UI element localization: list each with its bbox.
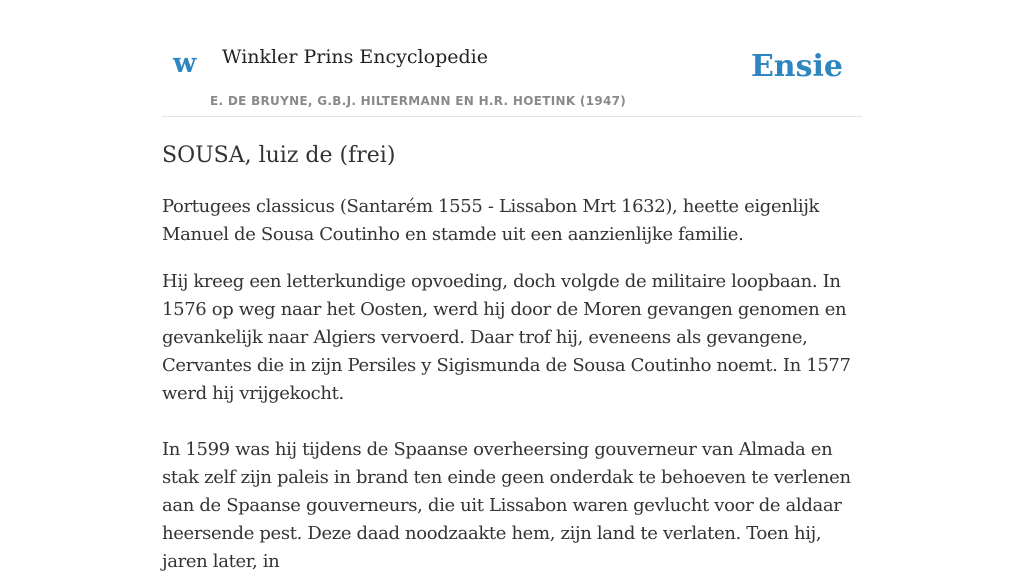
- entry-title: SOUSA, luiz de (frei): [162, 143, 396, 168]
- winkler-prins-logo-icon[interactable]: w: [173, 48, 197, 79]
- source-title[interactable]: Winkler Prins Encyclopedie: [222, 46, 488, 68]
- article-paragraph: In 1599 was hij tijdens de Spaanse overheersing gouverneur van Almada en stak zelf zijn paleis in brand ten einde geen onderdak te behoeven te verlenen aan de Spaanse gouverneurs, die uit Lissabon waren gevlucht voor de aldaar heersende pest. Deze daad noodzaakte hem, zijn land te verlaten. Toen hij, jaren later, in: [162, 439, 851, 572]
- source-authors: E. DE BRUYNE, G.B.J. HILTERMANN EN H.R. HOETINK (1947): [210, 94, 627, 108]
- article-paragraph: Portugees classicus (Santarém 1555 - Lissabon Mrt 1632), heette eigenlijk Manuel de Sousa Coutinho en stamde uit een aanzienlijke familie.: [162, 196, 820, 245]
- article-paragraph: Hij kreeg een letterkundige opvoeding, doch volgde de militaire loopbaan. In 1576 op weg naar het Oosten, werd hij door de Moren gevangen genomen en gevankelijk naar Algiers vervoerd. Daar trof hij, eveneens als gevangene, Cervantes die in zijn Persiles y Sigismunda de Sousa Coutinho noemt. In 1577 werd hij vrijgekocht.: [162, 271, 851, 404]
- page: [162, 0, 862, 576]
- ensie-logo[interactable]: Ensie: [750, 49, 843, 84]
- source-header: [162, 0, 862, 117]
